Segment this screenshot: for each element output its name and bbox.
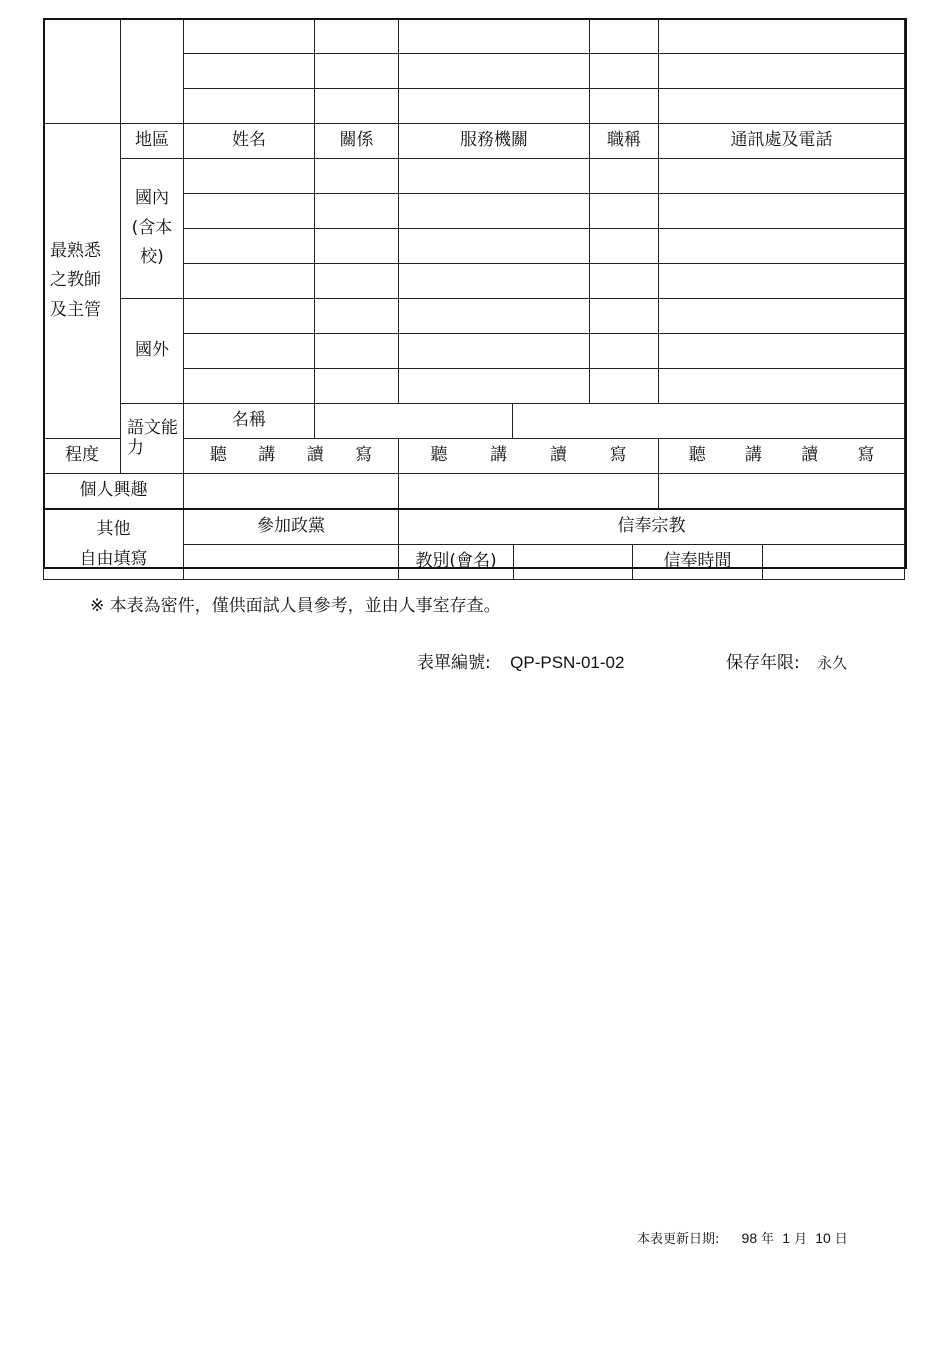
organization-cell[interactable] xyxy=(399,264,590,299)
language-level-1[interactable] xyxy=(184,439,399,474)
skill-listen: 聽 xyxy=(430,445,448,466)
contact-cell[interactable] xyxy=(659,299,905,334)
organization-cell[interactable] xyxy=(399,54,590,89)
title-cell[interactable] xyxy=(590,264,659,299)
other-label-line-2: 自由填寫 xyxy=(79,548,148,569)
form-number-value: QP-PSN-01-02 xyxy=(510,653,625,672)
contact-cell[interactable] xyxy=(659,229,905,264)
update-date xyxy=(637,1228,848,1247)
prev-region-cell xyxy=(121,19,184,124)
relation-cell[interactable] xyxy=(315,369,399,404)
title-cell[interactable] xyxy=(590,54,659,89)
skill-write: 寫 xyxy=(857,445,875,466)
language-level-2[interactable] xyxy=(399,439,659,474)
contact-cell[interactable] xyxy=(659,194,905,229)
interest-2[interactable] xyxy=(399,474,659,510)
language-name-label: 名稱 xyxy=(184,404,315,439)
retention-value: 永久 xyxy=(817,654,848,672)
party-label: 參加政黨 xyxy=(184,509,399,545)
name-cell[interactable] xyxy=(184,299,315,334)
party-input[interactable] xyxy=(184,545,399,580)
name-cell[interactable] xyxy=(184,54,315,89)
contact-cell[interactable] xyxy=(659,54,905,89)
domestic-line-2: (含本 xyxy=(131,217,173,238)
month-char: 月 xyxy=(794,1232,808,1247)
name-cell[interactable] xyxy=(184,194,315,229)
organization-cell[interactable] xyxy=(399,229,590,264)
relation-cell[interactable] xyxy=(315,194,399,229)
organization-cell[interactable] xyxy=(399,299,590,334)
domestic-line-3: 校) xyxy=(140,247,164,268)
contact-cell[interactable] xyxy=(659,369,905,404)
title-cell[interactable] xyxy=(590,229,659,264)
foreign-region-label: 國外 xyxy=(121,299,184,404)
name-cell[interactable] xyxy=(184,89,315,124)
retention-period xyxy=(726,648,847,673)
name-cell[interactable] xyxy=(184,19,315,54)
language-label: 語文能力 xyxy=(121,404,184,474)
name-cell[interactable] xyxy=(184,369,315,404)
interest-1[interactable] xyxy=(184,474,399,510)
title-cell[interactable] xyxy=(590,299,659,334)
organization-cell[interactable] xyxy=(399,19,590,54)
form-number-label: 表單編號: xyxy=(417,653,491,673)
language-name-2[interactable] xyxy=(513,404,905,439)
update-year: 98 xyxy=(741,1230,758,1246)
interest-3[interactable] xyxy=(659,474,905,510)
religion-since-input[interactable] xyxy=(763,545,904,579)
title-cell[interactable] xyxy=(590,89,659,124)
domestic-line-1: 國內 xyxy=(135,188,169,209)
contact-cell[interactable] xyxy=(659,334,905,369)
day-char: 日 xyxy=(834,1232,848,1247)
language-name-1[interactable] xyxy=(315,404,513,439)
title-cell[interactable] xyxy=(590,334,659,369)
skill-write: 寫 xyxy=(609,445,627,466)
update-month: 1 xyxy=(782,1230,791,1246)
year-char: 年 xyxy=(761,1232,775,1247)
update-date-label: 本表更新日期: xyxy=(637,1232,720,1247)
language-level-3[interactable] xyxy=(659,439,905,474)
name-cell[interactable] xyxy=(184,159,315,194)
title-cell[interactable] xyxy=(590,19,659,54)
relation-cell[interactable] xyxy=(315,19,399,54)
header-organization: 服務機關 xyxy=(399,124,590,159)
religion-since-label: 信奉時間 xyxy=(633,545,763,579)
organization-cell[interactable] xyxy=(399,369,590,404)
teachers-label-line-3: 及主管 xyxy=(50,299,101,320)
header-region: 地區 xyxy=(121,124,184,159)
skill-listen: 聽 xyxy=(209,445,227,466)
contact-cell[interactable] xyxy=(659,19,905,54)
prev-section-label-cell xyxy=(44,19,121,124)
skill-read: 讀 xyxy=(549,445,567,466)
header-relation: 關係 xyxy=(315,124,399,159)
skill-read: 讀 xyxy=(306,445,324,466)
relation-cell[interactable] xyxy=(315,54,399,89)
teachers-label-line-2: 之教師 xyxy=(50,270,101,291)
header-title: 職稱 xyxy=(590,124,659,159)
header-name: 姓名 xyxy=(184,124,315,159)
title-cell[interactable] xyxy=(590,159,659,194)
organization-cell[interactable] xyxy=(399,334,590,369)
denomination-label: 教別(會名) xyxy=(399,545,514,579)
relation-cell[interactable] xyxy=(315,229,399,264)
relation-cell[interactable] xyxy=(315,299,399,334)
religion-label: 信奉宗教 xyxy=(399,509,905,545)
skill-write: 寫 xyxy=(355,445,373,466)
relation-cell[interactable] xyxy=(315,159,399,194)
domestic-region-label xyxy=(121,159,184,299)
name-cell[interactable] xyxy=(184,229,315,264)
relation-cell[interactable] xyxy=(315,89,399,124)
teachers-label-line-1: 最熟悉 xyxy=(50,240,101,261)
title-cell[interactable] xyxy=(590,369,659,404)
skill-speak: 講 xyxy=(258,445,276,466)
skill-listen: 聽 xyxy=(688,445,706,466)
language-level-label: 程度 xyxy=(44,439,121,474)
organization-cell[interactable] xyxy=(399,89,590,124)
confidential-note: ※ 本表為密件，僅供面試人員參考，並由人事室存查。 xyxy=(90,596,501,616)
contact-cell[interactable] xyxy=(659,264,905,299)
personnel-form-table xyxy=(43,18,905,580)
form-number xyxy=(417,648,624,673)
retention-label: 保存年限: xyxy=(726,653,800,673)
teachers-section-label xyxy=(44,124,121,439)
organization-cell[interactable] xyxy=(399,194,590,229)
title-cell[interactable] xyxy=(590,194,659,229)
name-cell[interactable] xyxy=(184,264,315,299)
other-label xyxy=(44,509,184,580)
skill-speak: 講 xyxy=(744,445,762,466)
skill-read: 讀 xyxy=(801,445,819,466)
relation-cell[interactable] xyxy=(315,264,399,299)
denomination-input[interactable] xyxy=(514,545,633,579)
interests-label: 個人興趣 xyxy=(44,474,184,510)
contact-cell[interactable] xyxy=(659,159,905,194)
other-label-line-1: 其他 xyxy=(96,518,131,539)
skill-speak: 講 xyxy=(490,445,508,466)
name-cell[interactable] xyxy=(184,334,315,369)
update-day: 10 xyxy=(815,1230,831,1246)
organization-cell[interactable] xyxy=(399,159,590,194)
religion-detail-cell xyxy=(399,545,905,580)
header-contact: 通訊處及電話 xyxy=(659,124,905,159)
relation-cell[interactable] xyxy=(315,334,399,369)
contact-cell[interactable] xyxy=(659,89,905,124)
